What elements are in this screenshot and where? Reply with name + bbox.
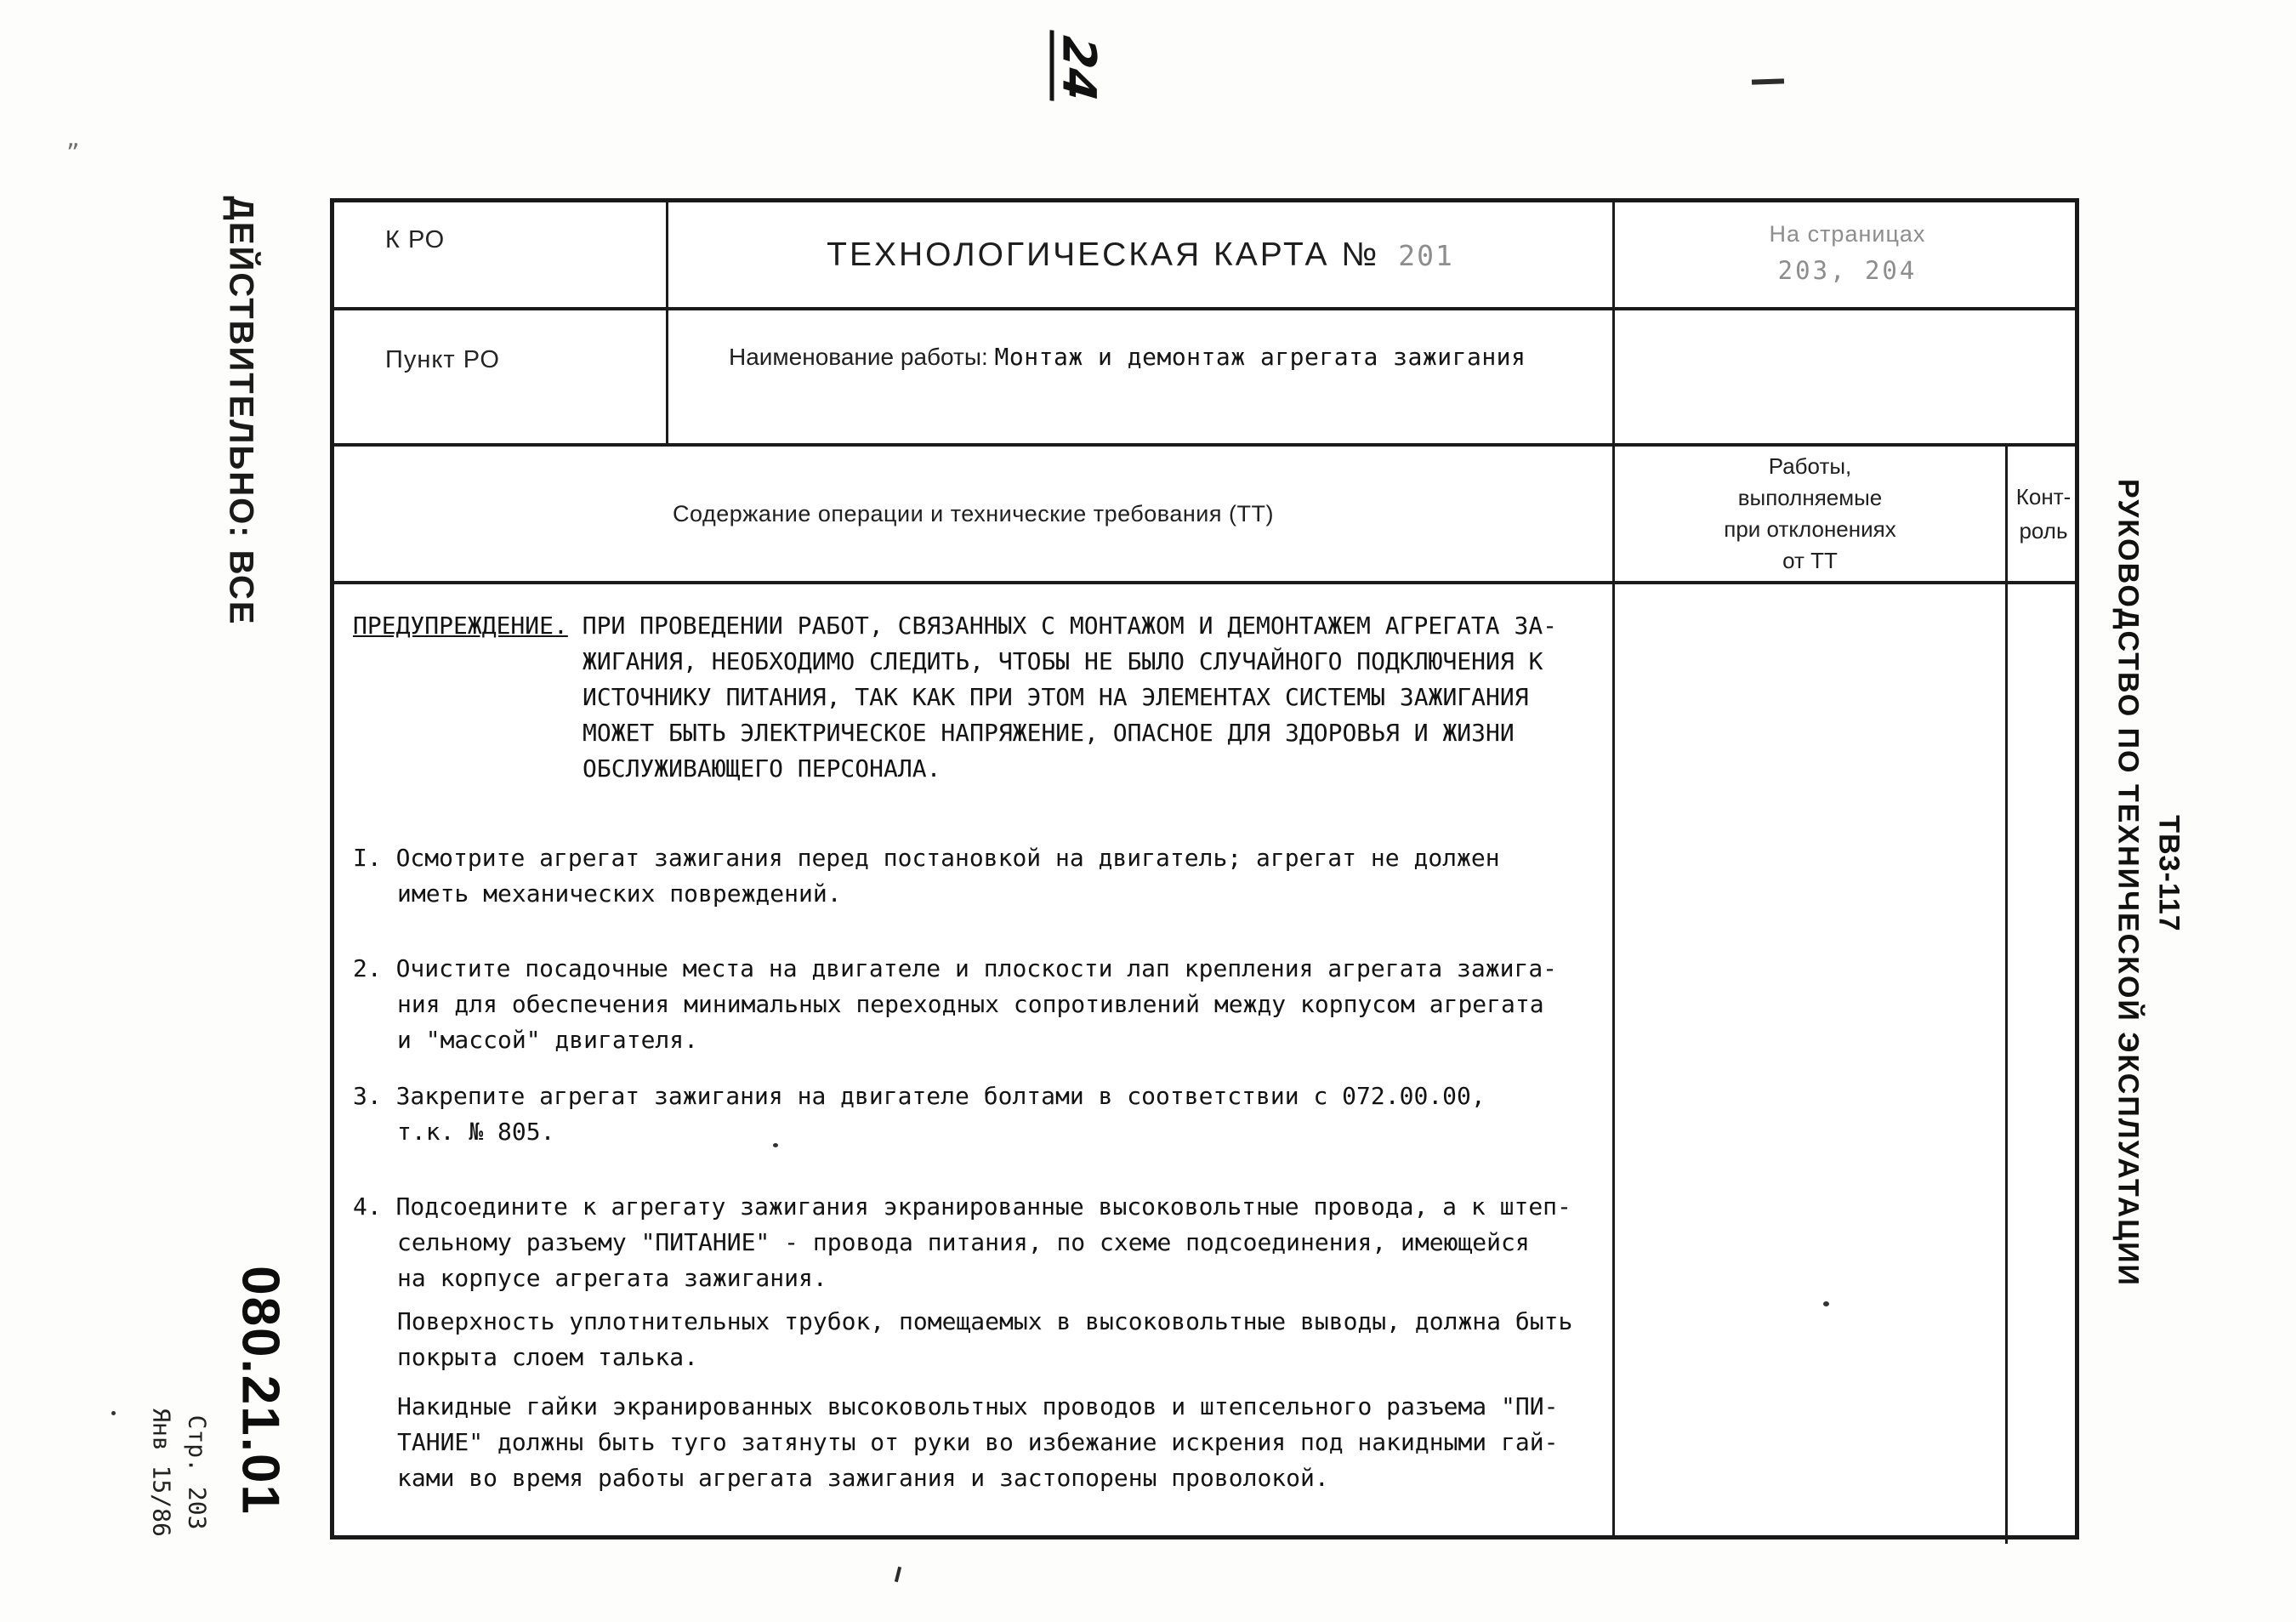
card-title bbox=[827, 236, 1454, 274]
paragraph-lead: ПРЕДУПРЕЖДЕНИЕ. bbox=[353, 612, 568, 640]
paragraph-lead: 3. bbox=[353, 1082, 382, 1110]
operations-content-cell bbox=[334, 584, 1612, 1539]
pages-label: На страницах bbox=[1769, 221, 1926, 247]
content-column-header: Содержание операции и технические требования (ТТ) bbox=[673, 500, 1274, 526]
punkt-ro-label: Пункт РО bbox=[385, 346, 500, 373]
scan-speck bbox=[111, 1411, 116, 1415]
tech-card-table bbox=[330, 198, 2079, 1539]
card-title-number: 201 bbox=[1398, 238, 1454, 272]
deviation-column-header: Работы, выполняемые при отклонениях от ТТ bbox=[1724, 453, 1896, 573]
control-column-body bbox=[2008, 584, 2079, 1539]
right-engine-code: ТВ3-117 bbox=[2152, 815, 2185, 932]
scan-speck bbox=[773, 1143, 778, 1147]
to-ro-label: К РО bbox=[385, 226, 446, 253]
row-divider-1 bbox=[334, 307, 2075, 310]
body-paragraph: Накидные гайки экранированных высоковольтных проводов и штепсельного разъема "ПИ- ТАНИЕ" должны быть туго затянуты от руки во избежание искрения под накидными гай- ками во время работы агрегата зажигания и застопорены проволокой. bbox=[397, 1392, 1559, 1492]
right-manual-title: РУКОВОДСТВО ПО ТЕХНИЧЕСКОЙ ЭКСПЛУАТАЦИИ bbox=[2111, 479, 2145, 1287]
control-column-header: Конт- роль bbox=[2015, 484, 2072, 544]
body-paragraph: I. Осмотрите агрегат зажигания перед постановкой на двигатель; агрегат не должен иметь механических повреждений. bbox=[353, 844, 1500, 908]
revision-date-label: Янв 15/86 bbox=[147, 1408, 176, 1537]
work-name-label: Наименование работы: bbox=[729, 344, 988, 370]
card-title-cell bbox=[668, 202, 1612, 307]
paragraph-lead: 4. bbox=[353, 1192, 382, 1221]
paragraph-lead: I. bbox=[353, 844, 382, 872]
scan-speck bbox=[1752, 78, 1784, 84]
pages-cell bbox=[1615, 221, 2080, 285]
body-paragraph: 4. Подсоедините к агрегату зажигания экранированные высоковольтные провода, а к штеп- сельному разъему "ПИТАНИЕ" - провода питания, по схеме подсоединения, имеющейся на корпусе агрегата зажигания. bbox=[353, 1192, 1571, 1292]
work-name-cell bbox=[729, 343, 1526, 371]
card-title-text: ТЕХНОЛОГИЧЕСКАЯ КАРТА № bbox=[827, 236, 1380, 273]
body-paragraph: 3. Закрепите агрегат зажигания на двигателе болтами в соответствии с 072.00.00, т.к. № 805. bbox=[353, 1082, 1486, 1146]
body-paragraph: ПРЕДУПРЕЖДЕНИЕ. ПРИ ПРОВЕДЕНИИ РАБОТ, СВЯЗАННЫХ С МОНТАЖОМ И ДЕМОНТАЖЕМ АГРЕГАТА ЗА- ЖИГАНИЯ, НЕОБХОДИМО СЛЕДИТЬ, ЧТОБЫ НЕ БЫЛО СЛУЧАЙНОГО ПОДКЛЮЧЕНИЯ К ИСТОЧНИКУ ПИТАНИЯ, ТАК КАК ПРИ ЭТОМ НА ЭЛЕМЕНТАХ СИСТЕМЫ ЗАЖИГАНИЯ МОЖЕТ БЫТЬ ЭЛЕКТРИЧЕСКОЕ НАПРЯЖЕНИЕ, ОПАСНОЕ ДЛЯ ЗДОРОВЬЯ И ЖИЗНИ ОБСЛУЖИВАЮЩЕГО ПЕРСОНАЛА. bbox=[353, 612, 1558, 783]
left-validity-stamp: ДЕЙСТВИТЕЛЬНО: ВСЕ bbox=[222, 196, 260, 626]
paragraph-lead: 2. bbox=[353, 954, 382, 982]
body-paragraph: 2. Очистите посадочные места на двигателе и плоскости лап крепления агрегата зажига- ния для обеспечения минимальных переходных сопротивлений между корпусом агрегата и "массой" двигателя. bbox=[353, 954, 1558, 1054]
scan-speck bbox=[895, 1567, 901, 1582]
body-paragraph: Поверхность уплотнительных трубок, помещаемых в высоковольтные выводы, должна быть покрыта слоем талька. bbox=[397, 1307, 1573, 1371]
document-code: 080.21.01 bbox=[230, 1266, 290, 1516]
page-number-label: Стр. 203 bbox=[183, 1414, 212, 1530]
work-name-value: Монтаж и демонтаж агрегата зажигания bbox=[994, 343, 1526, 371]
deviation-column-body bbox=[1615, 584, 2005, 1539]
pages-numbers: 203, 204 bbox=[1777, 256, 1918, 285]
scan-speck bbox=[1823, 1301, 1829, 1306]
scan-speck: „ bbox=[66, 123, 80, 153]
tech-card-inner bbox=[334, 202, 2075, 1535]
handwritten-page-number: 24 bbox=[1050, 30, 1102, 106]
